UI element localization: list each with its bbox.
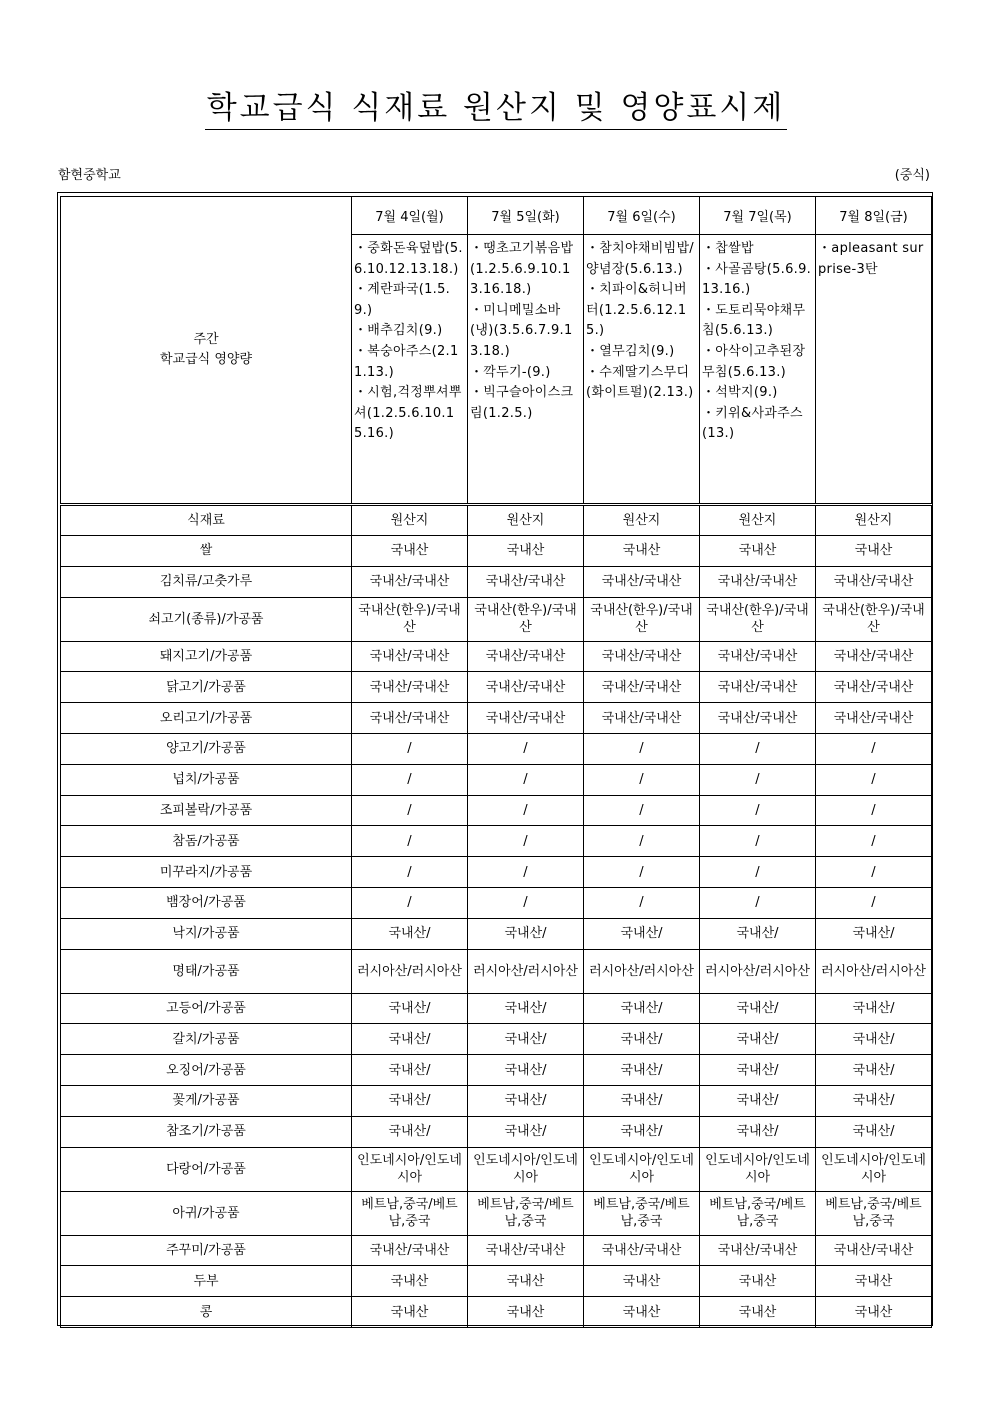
origin-value: 러시아산/러시아산	[352, 949, 468, 993]
origin-value: 인도네시아/인도네시아	[700, 1147, 816, 1191]
origin-value: /	[584, 795, 700, 826]
origin-value: 국내산	[584, 1266, 700, 1297]
origin-value: /	[816, 795, 932, 826]
origin-value: /	[468, 887, 584, 918]
origin-value: 국내산/	[468, 1055, 584, 1086]
origin-value: /	[584, 857, 700, 888]
origin-header-row	[61, 506, 932, 536]
date-header: 7월 7일(목)	[700, 197, 816, 235]
origin-row	[61, 597, 932, 641]
origin-row	[61, 1116, 932, 1147]
origin-value: 국내산/국내산	[584, 566, 700, 597]
origin-value: /	[468, 857, 584, 888]
origin-value: 국내산	[352, 1297, 468, 1328]
origin-value: 국내산/국내산	[468, 672, 584, 703]
menu-item: ・apleasant surprise-3탄	[818, 241, 924, 277]
origin-header: 원산지	[816, 506, 932, 536]
origin-value: 국내산	[816, 1297, 932, 1328]
origin-value: 국내산	[816, 1266, 932, 1297]
origin-value: 러시아산/러시아산	[584, 949, 700, 993]
origin-value: 국내산/국내산	[468, 566, 584, 597]
origin-header: 원산지	[468, 506, 584, 536]
ingredient-name: 쇠고기(종류)/가공품	[61, 597, 352, 641]
origin-value: /	[816, 857, 932, 888]
origin-value: 국내산	[700, 1266, 816, 1297]
origin-value: 국내산	[352, 536, 468, 567]
origin-value: /	[816, 733, 932, 764]
origin-value: /	[352, 764, 468, 795]
menu-item: ・빅구슬아이스크림(1.2.5.)	[470, 385, 574, 421]
origin-value: /	[352, 857, 468, 888]
origin-row	[61, 764, 932, 795]
origin-value: 국내산/국내산	[700, 641, 816, 672]
origin-value: /	[816, 764, 932, 795]
origin-value: 국내산/국내산	[816, 1235, 932, 1266]
ingredient-name: 꽃게/가공품	[61, 1085, 352, 1116]
ingredient-name: 오징어/가공품	[61, 1055, 352, 1086]
ingredient-name: 참조기/가공품	[61, 1116, 352, 1147]
menu-item: ・참치야채비빔밥/양념장(5.6.13.)	[586, 241, 694, 277]
origin-value: 베트남,중국/베트남,중국	[816, 1191, 932, 1235]
origin-value: 국내산/국내산	[352, 1235, 468, 1266]
origin-value: 인도네시아/인도네시아	[352, 1147, 468, 1191]
origin-value: /	[468, 764, 584, 795]
origin-value: 국내산	[468, 1266, 584, 1297]
origin-row	[61, 641, 932, 672]
menu-item: ・미니메밀소바(냉)(3.5.6.7.9.13.18.)	[470, 302, 573, 359]
day-menu-cell	[352, 235, 468, 504]
date-header: 7월 8일(금)	[816, 197, 932, 235]
origin-value: 국내산/	[352, 1024, 468, 1055]
origin-value: 국내산/국내산	[468, 703, 584, 734]
origin-value: 베트남,중국/베트남,중국	[352, 1191, 468, 1235]
origin-value: 인도네시아/인도네시아	[584, 1147, 700, 1191]
ingredient-name: 쌀	[61, 536, 352, 567]
origin-row	[61, 703, 932, 734]
origin-value: /	[584, 764, 700, 795]
origin-value: /	[700, 826, 816, 857]
origin-value: /	[700, 764, 816, 795]
ingredient-name: 뱀장어/가공품	[61, 887, 352, 918]
origin-header: 원산지	[584, 506, 700, 536]
menu-item: ・열무김치(9.)	[586, 343, 675, 359]
menu-item: ・도토리묵야채무침(5.6.13.)	[702, 302, 806, 339]
origin-value: 국내산/	[468, 1024, 584, 1055]
origin-value: 국내산	[468, 536, 584, 567]
origin-row	[61, 1085, 932, 1116]
date-header: 7월 5일(화)	[468, 197, 584, 235]
day-menu-cell	[700, 235, 816, 504]
origin-value: /	[700, 795, 816, 826]
menu-item: ・찹쌀밥	[702, 241, 754, 256]
menu-item: ・석박지(9.)	[702, 385, 778, 401]
origin-value: 국내산/	[468, 1085, 584, 1116]
origin-row	[61, 1297, 932, 1328]
ingredient-header: 식재료	[61, 506, 352, 536]
day-menu-cell	[816, 235, 932, 504]
origin-value: 국내산/	[584, 1055, 700, 1086]
origin-value: 베트남,중국/베트남,중국	[584, 1191, 700, 1235]
origin-row	[61, 733, 932, 764]
menu-item: ・시험,걱정뿌셔뿌셔(1.2.5.6.10.15.16.)	[354, 385, 462, 442]
origin-value: 국내산/	[700, 1116, 816, 1147]
origin-value: 국내산/	[584, 993, 700, 1024]
origin-value: 국내산/	[468, 1116, 584, 1147]
menu-item: ・계란파국(1.5.9.)	[354, 282, 451, 318]
origin-row	[61, 918, 932, 949]
ingredient-name: 조피볼락/가공품	[61, 795, 352, 826]
origin-value: 국내산/	[816, 1116, 932, 1147]
origin-value: 국내산	[468, 1297, 584, 1328]
origin-value: 국내산	[700, 1297, 816, 1328]
origin-value: 국내산/	[700, 1024, 816, 1055]
origin-value: 국내산/	[468, 993, 584, 1024]
origin-value: /	[468, 733, 584, 764]
origin-value: 국내산/	[816, 993, 932, 1024]
origin-value: 국내산/	[352, 1116, 468, 1147]
origin-value: 국내산/	[816, 1024, 932, 1055]
origin-value: 국내산/	[700, 993, 816, 1024]
origin-value: 국내산/	[816, 1055, 932, 1086]
origin-row	[61, 795, 932, 826]
origin-value: 국내산/국내산	[700, 703, 816, 734]
ingredient-name: 아귀/가공품	[61, 1191, 352, 1235]
origin-value: 국내산(한우)/국내산	[700, 597, 816, 641]
origin-value: 베트남,중국/베트남,중국	[468, 1191, 584, 1235]
origin-value: 국내산/	[700, 918, 816, 949]
menu-item: ・아삭이고추된장무침(5.6.13.)	[702, 343, 806, 380]
origin-value: 국내산/국내산	[352, 672, 468, 703]
origin-value: 국내산/국내산	[700, 1235, 816, 1266]
menu-item: ・키위&사과주스(13.)	[702, 405, 803, 442]
origin-row	[61, 949, 932, 993]
origin-value: 국내산/국내산	[816, 703, 932, 734]
meal-type: (중식)	[894, 168, 930, 183]
school-name: 함현중학교	[58, 168, 121, 183]
origin-row	[61, 1055, 932, 1086]
origin-value: /	[584, 887, 700, 918]
document-title	[0, 88, 992, 130]
origin-row	[61, 672, 932, 703]
origin-value: 베트남,중국/베트남,중국	[700, 1191, 816, 1235]
origin-value: 국내산	[700, 536, 816, 567]
day-menu-cell	[468, 235, 584, 504]
origin-value: /	[816, 826, 932, 857]
weekly-label-line1: 주간	[193, 332, 219, 347]
origin-value: /	[700, 887, 816, 918]
ingredient-name: 고등어/가공품	[61, 993, 352, 1024]
origin-value: /	[584, 826, 700, 857]
ingredient-name: 오리고기/가공품	[61, 703, 352, 734]
origin-value: 국내산/	[816, 918, 932, 949]
origin-value: 국내산/국내산	[468, 1235, 584, 1266]
origin-value: /	[352, 795, 468, 826]
origin-row	[61, 1235, 932, 1266]
origin-value: 국내산/국내산	[352, 641, 468, 672]
origin-value: 러시아산/러시아산	[816, 949, 932, 993]
origin-value: /	[584, 733, 700, 764]
menu-item: ・중화돈육덮밥(5.6.10.12.13.18.)	[354, 241, 463, 277]
weekly-nutrition-label	[61, 197, 352, 504]
origin-value: 국내산	[584, 536, 700, 567]
ingredient-name: 두부	[61, 1266, 352, 1297]
origin-value: 국내산/국내산	[584, 641, 700, 672]
origin-value: /	[468, 826, 584, 857]
origin-row	[61, 887, 932, 918]
origin-value: 국내산/국내산	[584, 1235, 700, 1266]
date-header: 7월 6일(수)	[584, 197, 700, 235]
origin-header: 원산지	[352, 506, 468, 536]
origin-value: 국내산(한우)/국내산	[816, 597, 932, 641]
ingredient-name: 참돔/가공품	[61, 826, 352, 857]
origin-value: 국내산/	[700, 1085, 816, 1116]
origin-row	[61, 857, 932, 888]
origin-value: /	[352, 887, 468, 918]
origin-value: 인도네시아/인도네시아	[816, 1147, 932, 1191]
origin-value: 국내산	[584, 1297, 700, 1328]
weekly-label-line2: 학교급식 영양량	[159, 352, 253, 367]
origin-value: 국내산/국내산	[816, 641, 932, 672]
origin-value: 국내산	[816, 536, 932, 567]
origin-value: 국내산	[352, 1266, 468, 1297]
origin-value: 국내산/	[584, 1085, 700, 1116]
origin-row	[61, 1266, 932, 1297]
origin-value: 러시아산/러시아산	[468, 949, 584, 993]
origin-value: /	[700, 857, 816, 888]
ingredient-name: 낙지/가공품	[61, 918, 352, 949]
menu-item: ・치파이&허니버터(1.2.5.6.12.15.)	[586, 282, 687, 339]
ingredient-name: 갈치/가공품	[61, 1024, 352, 1055]
origin-value: 인도네시아/인도네시아	[468, 1147, 584, 1191]
ingredient-name: 다랑어/가공품	[61, 1147, 352, 1191]
origin-value: 국내산/	[352, 993, 468, 1024]
origin-value: 국내산/국내산	[816, 672, 932, 703]
origin-row	[61, 536, 932, 567]
ingredient-name: 주꾸미/가공품	[61, 1235, 352, 1266]
origin-value: /	[816, 887, 932, 918]
origin-value: 국내산/	[352, 1085, 468, 1116]
ingredient-name: 닭고기/가공품	[61, 672, 352, 703]
origin-value: 국내산/	[352, 918, 468, 949]
origin-value: /	[352, 733, 468, 764]
title-text: 학교급식 식재료 원산지 및 영양표시제	[205, 88, 788, 130]
origin-value: 국내산/	[584, 1024, 700, 1055]
weekly-menu-table	[60, 196, 932, 504]
origin-value: 국내산/	[352, 1055, 468, 1086]
ingredient-name: 양고기/가공품	[61, 733, 352, 764]
origin-row	[61, 1191, 932, 1235]
origin-value: 국내산/	[584, 918, 700, 949]
origin-row	[61, 993, 932, 1024]
ingredient-name: 명태/가공품	[61, 949, 352, 993]
ingredient-name: 김치류/고춧가루	[61, 566, 352, 597]
origin-value: 국내산/	[584, 1116, 700, 1147]
origin-row	[61, 566, 932, 597]
day-menu-cell	[584, 235, 700, 504]
origin-row	[61, 1024, 932, 1055]
origin-value: /	[468, 795, 584, 826]
origin-value: 국내산/	[468, 918, 584, 949]
origin-value: 국내산/국내산	[700, 566, 816, 597]
ingredient-name: 미꾸라지/가공품	[61, 857, 352, 888]
origin-value: 국내산(한우)/국내산	[352, 597, 468, 641]
ingredient-name: 넙치/가공품	[61, 764, 352, 795]
origin-value: 국내산/국내산	[352, 566, 468, 597]
origin-row	[61, 1147, 932, 1191]
origin-value: 국내산/국내산	[700, 672, 816, 703]
origin-value: 국내산/국내산	[468, 641, 584, 672]
origin-value: 국내산/국내산	[816, 566, 932, 597]
origin-value: /	[700, 733, 816, 764]
origin-value: 국내산(한우)/국내산	[584, 597, 700, 641]
origin-row	[61, 826, 932, 857]
date-header: 7월 4일(월)	[352, 197, 468, 235]
menu-item: ・수제딸기스무디(화이트펄)(2.13.)	[586, 364, 694, 401]
menu-item: ・사골곰탕(5.6.9.13.16.)	[702, 261, 812, 298]
menu-item: ・복숭아주스(2.11.13.)	[354, 343, 459, 380]
origin-value: 국내산/	[700, 1055, 816, 1086]
origin-value: 국내산/국내산	[352, 703, 468, 734]
origin-value: 러시아산/러시아산	[700, 949, 816, 993]
menu-item: ・배추김치(9.)	[354, 323, 443, 339]
origin-value: 국내산/	[816, 1085, 932, 1116]
menu-item: ・깍두기-(9.)	[470, 364, 551, 380]
origin-header: 원산지	[700, 506, 816, 536]
ingredient-name: 돼지고기/가공품	[61, 641, 352, 672]
origin-value: 국내산/국내산	[584, 703, 700, 734]
origin-value: 국내산/국내산	[584, 672, 700, 703]
origin-value: 국내산(한우)/국내산	[468, 597, 584, 641]
menu-item: ・땡초고기볶음밥(1.2.5.6.9.10.13.16.18.)	[470, 241, 574, 298]
origin-table	[60, 505, 932, 1328]
origin-value: /	[352, 826, 468, 857]
ingredient-name: 콩	[61, 1297, 352, 1328]
